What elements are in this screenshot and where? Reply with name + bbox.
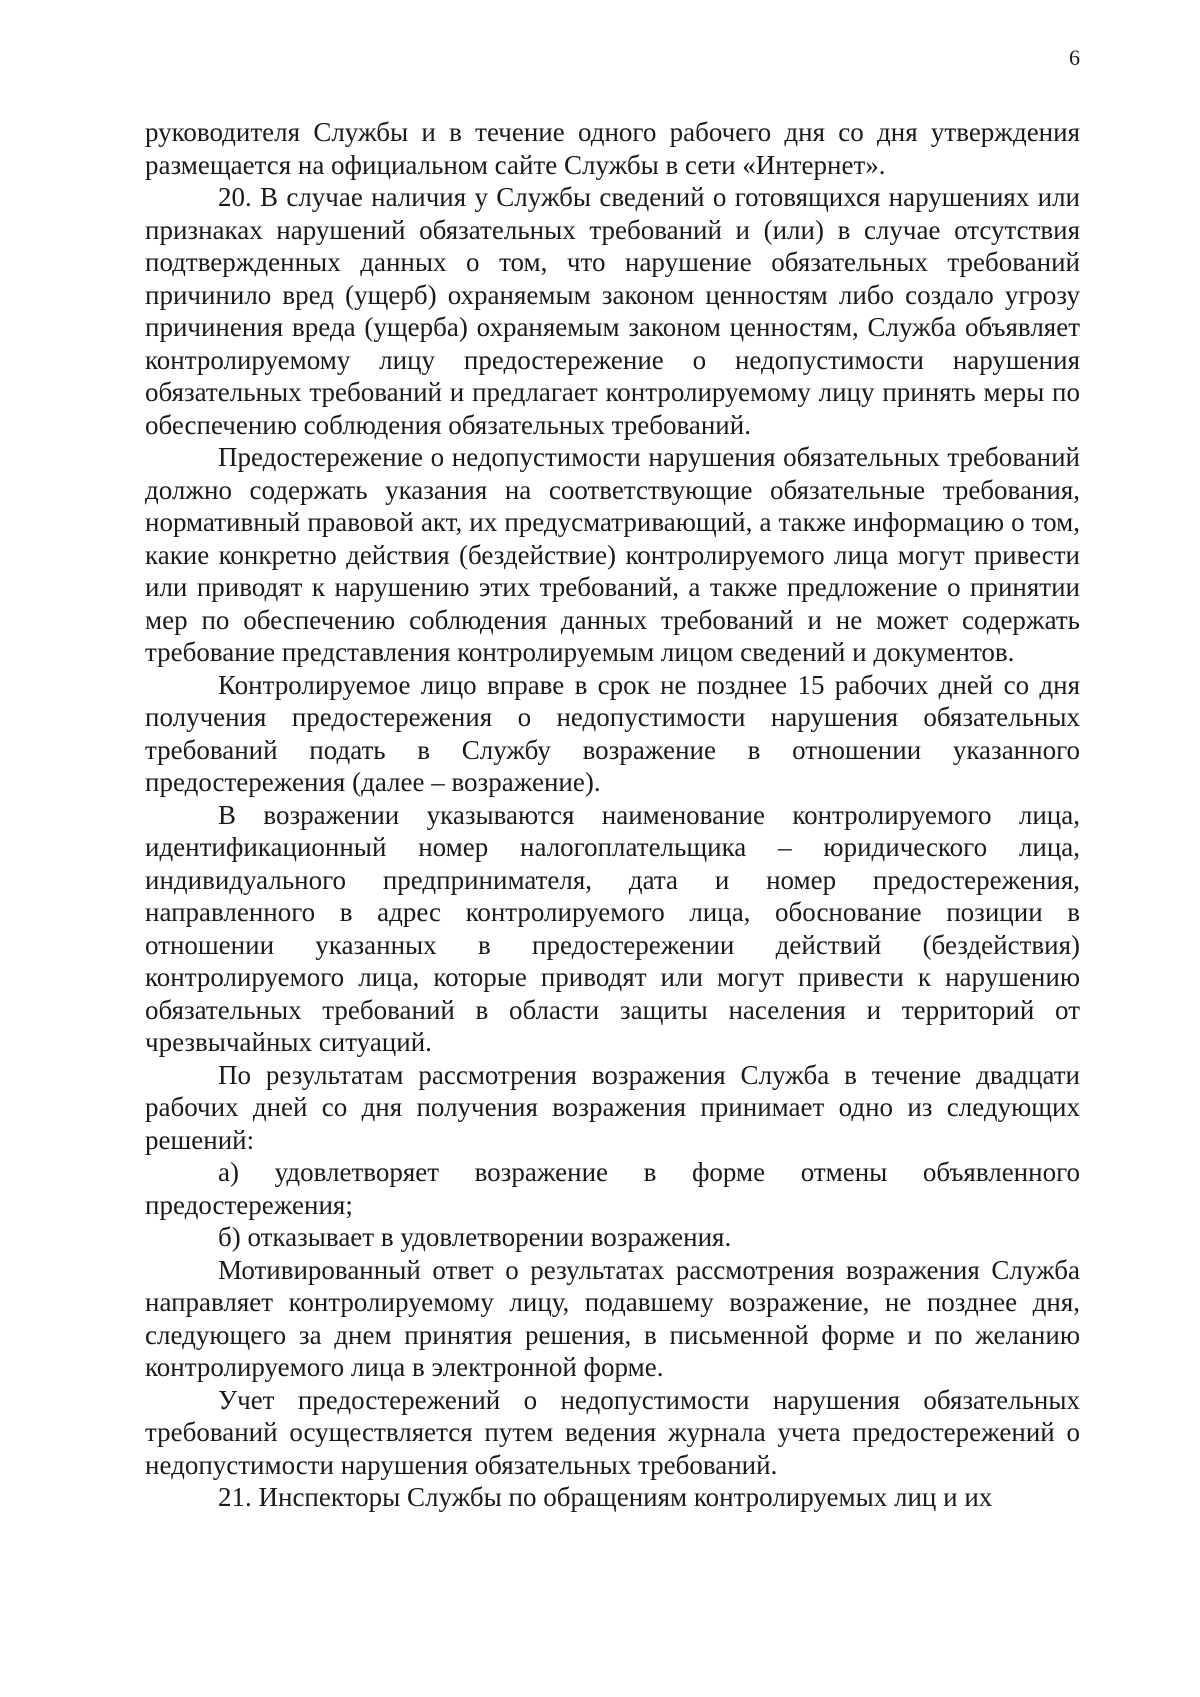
paragraph-reasoned-answer: Мотивированный ответ о результатах рассмотрения возражения Служба направляет контролируемому лицу, подавшему возражение, не позднее дня, следующего за днем принятия решения, в письменной форме и по желанию контролируемого лица в электронной форме. — [145, 1254, 1080, 1382]
paragraph-objection-right: Контролируемое лицо вправе в срок не позднее 15 рабочих дней со дня получения предостережения о недопустимости нарушения обязательных требований подать в Службу возражение в отношении указанного предостережения (далее – возражение). — [145, 669, 1080, 797]
document-body — [145, 116, 1080, 1514]
paragraph-item-20: 20. В случае наличия у Службы сведений о готовящихся нарушениях или признаках нарушений обязательных требований и (или) в случае отсутствия подтвержденных данных о том, что нарушение обязательных требований причинило вред (ущерб) охраняемым законом ценностям либо создало угрозу причинения вреда (ущерба) охраняемым законом ценностям, Служба объявляет контролируемому лицу предостережение о недопустимости нарушения обязательных требований и предлагает контролируемому лицу принять меры по обеспечению соблюдения обязательных требований. — [145, 182, 1080, 440]
paragraph-decision-b: б) отказывает в удовлетворении возражения. — [218, 1222, 732, 1252]
paragraph-decision-intro: По результатам рассмотрения возражения Служба в течение двадцати рабочих дней со дня получения возражения принимает одно из следующих решений: — [145, 1059, 1080, 1155]
paragraph-decision-a: а) удовлетворяет возражение в форме отмены объявленного предостережения; — [145, 1157, 1080, 1220]
paragraph-warning-registry: Учет предостережений о недопустимости нарушения обязательных требований осуществляется путем ведения журнала учета предостережений о недопустимости нарушения обязательных требований. — [145, 1384, 1080, 1480]
paragraph-warning-content: Предостережение о недопустимости нарушения обязательных требований должно содержать указания на соответствующие обязательные требования, нормативный правовой акт, их предусматривающий, а также информацию о том, какие конкретно действия (бездействие) контролируемого лица могут привести или приводят к нарушению этих требований, а также предложение о принятии мер по обеспечению соблюдения данных требований и не может содержать требование представления контролируемым лицом сведений и документов. — [145, 442, 1080, 667]
paragraph-objection-contents: В возражении указываются наименование контролируемого лица, идентификационный номер налогоплательщика – юридического лица, индивидуального предпринимателя, дата и номер предостережения, направленного в адрес контролируемого лица, обоснование позиции в отношении указанных в предостережении действий (бездействия) контролируемого лица, которые приводят или могут привести к нарушению обязательных требований в области защиты населения и территорий от чрезвычайных ситуаций. — [145, 799, 1080, 1057]
paragraph-item-21: 21. Инспекторы Службы по обращениям контролируемых лиц и их — [218, 1482, 993, 1512]
page-number: 6 — [1069, 45, 1080, 70]
paragraph-continuation: руководителя Службы и в течение одного рабочего дня со дня утверждения размещается на официальном сайте Службы в сети «Интернет». — [145, 117, 1080, 180]
